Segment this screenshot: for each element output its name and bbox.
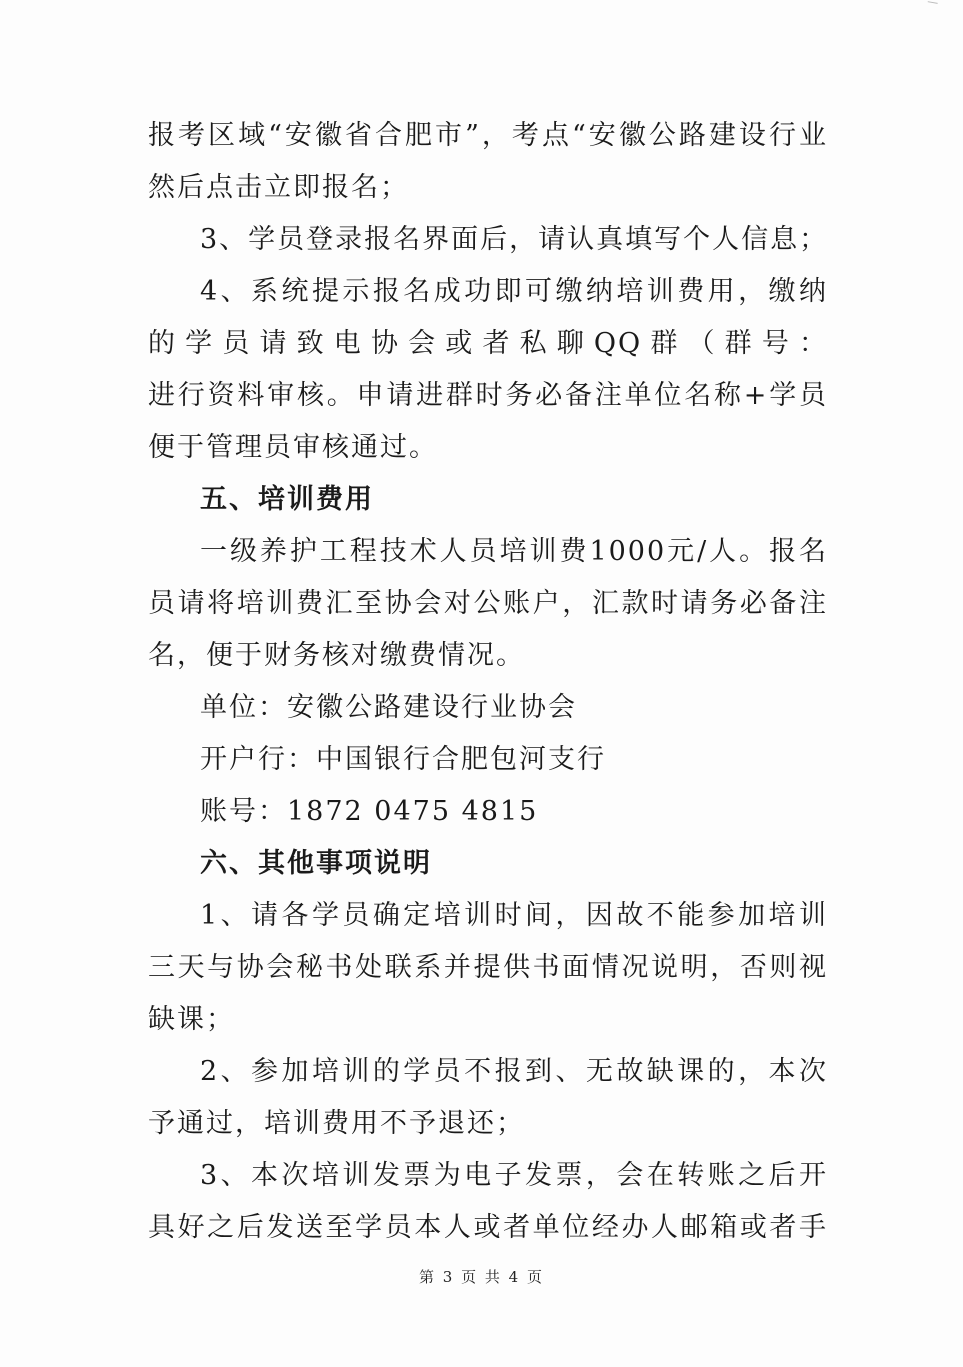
paragraph-line: 予通过，培训费用不予退还；: [148, 1108, 525, 1139]
paragraph-line: 的学员请致电协会或者私聊QQ群（群号：: [148, 328, 828, 359]
paragraph-line: 报考区域“安徽省合肥市”，考点“安徽公路建设行业: [148, 120, 828, 151]
paragraph-line: 4、系统提示报名成功即可缴纳培训费用，缴纳: [200, 276, 828, 307]
paragraph-line: 进行资料审核。申请进群时务必备注单位名称+学员: [148, 380, 828, 411]
paragraph-line: 缺课；: [148, 1004, 235, 1035]
corner-mark: [926, 1, 937, 12]
paragraph-line: 员请将培训费汇至协会对公账户，汇款时请务必备注: [148, 588, 828, 619]
paragraph-line: 一级养护工程技术人员培训费1000元/人。报名: [200, 536, 828, 567]
paragraph-line: 2、参加培训的学员不报到、无故缺课的，本次: [200, 1056, 828, 1087]
section-heading-other: 六、其他事项说明: [200, 848, 432, 879]
paragraph-line: 三天与协会秘书处联系并提供书面情况说明，否则视: [148, 952, 828, 983]
paragraph-line: 具好之后发送至学员本人或者单位经办人邮箱或者手: [148, 1212, 828, 1243]
paragraph-line: 3、本次培训发票为电子发票，会在转账之后开: [200, 1160, 828, 1191]
paragraph-line: 1、请各学员确定培训时间，因故不能参加培训: [200, 900, 828, 931]
payee-bank: 开户行：中国银行合肥包河支行: [200, 744, 606, 775]
paragraph-line: 然后点击立即报名；: [148, 172, 409, 203]
paragraph-line: 名，便于财务核对缴费情况。: [148, 640, 525, 671]
payee-unit: 单位：安徽公路建设行业协会: [200, 692, 577, 723]
section-heading-fees: 五、培训费用: [200, 484, 374, 515]
page-number: 第 3 页 共 4 页: [419, 1268, 544, 1286]
paragraph-line: 便于管理员审核通过。: [148, 432, 438, 463]
paragraph-line: 3、学员登录报名界面后，请认真填写个人信息；: [200, 224, 829, 255]
payee-account: 账号：1872 0475 4815: [200, 796, 539, 827]
